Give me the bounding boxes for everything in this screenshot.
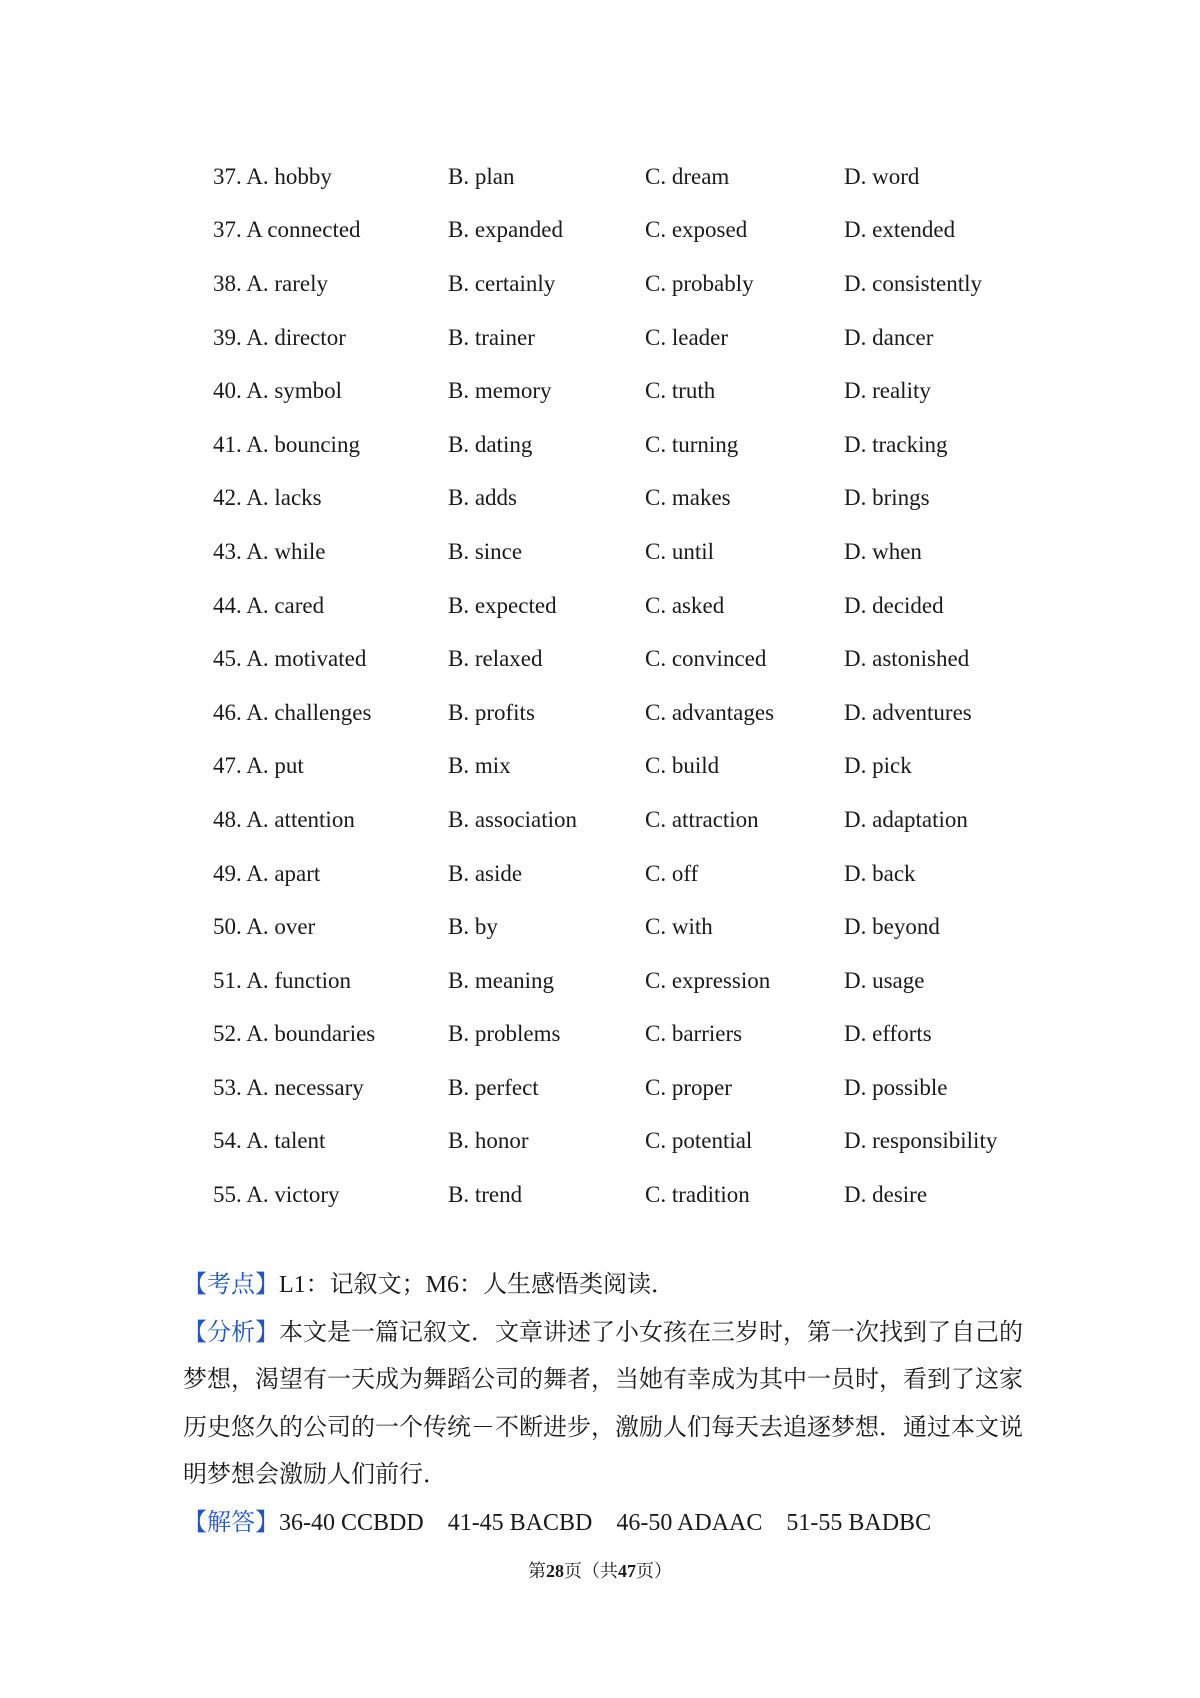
option-c: C. exposed [645,217,748,243]
option-a: 40. A. symbol [213,378,343,404]
option-a: 41. A. bouncing [213,431,360,457]
footer-page-number: 28 [546,1561,564,1581]
option-b: B. perfect [448,1074,539,1100]
question-row [213,364,1073,418]
question-row [213,686,1073,740]
option-d: D. dancer [844,324,934,350]
question-row [213,632,1073,686]
option-b: B. association [448,806,578,832]
fenxi-line-2: 梦想，渴望有一天成为舞蹈公司的舞者，当她有幸成为其中一员时，看到了这家 [183,1367,1023,1393]
option-b: B. dating [448,431,533,457]
footer-suffix: 页） [636,1561,672,1581]
option-a: 49. A. apart [213,860,321,886]
question-row [213,150,1073,204]
answer-group: 36-40 CCBDD [279,1509,424,1536]
option-a: 50. A. over [213,914,316,940]
option-b: B. relaxed [448,646,543,672]
option-a: 54. A. talent [213,1128,326,1154]
option-a: 47. A. put [213,753,304,779]
option-a: 44. A. cared [213,592,325,618]
option-c: C. advantages [645,699,775,725]
option-d: D. decided [844,592,944,618]
option-b: B. problems [448,1021,561,1047]
option-c: C. leader [645,324,729,350]
option-b: B. meaning [448,967,555,993]
option-a: 37. A connected [213,217,361,243]
footer-prefix: 第 [528,1561,546,1581]
option-a: 37. A. hobby [213,163,332,189]
option-a: 42. A. lacks [213,485,322,511]
option-b: B. trend [448,1182,523,1208]
option-b: B. expanded [448,217,563,243]
option-d: D. consistently [844,270,982,296]
option-c: C. asked [645,592,725,618]
option-d: D. reality [844,378,931,404]
answer-group: 51-55 BADBC [786,1509,932,1536]
fenxi-tag: 【分析】 [183,1319,279,1346]
option-d: D. extended [844,217,956,243]
option-d: D. desire [844,1182,928,1208]
option-c: C. barriers [645,1021,743,1047]
question-row [213,954,1073,1008]
question-row [213,311,1073,365]
option-b: B. memory [448,378,552,404]
option-d: D. efforts [844,1021,932,1047]
jieda-tag: 【解答】 [183,1509,279,1536]
question-row [213,1115,1073,1169]
option-c: C. expression [645,967,771,993]
option-b: B. expected [448,592,557,618]
option-c: C. until [645,538,715,564]
option-d: D. responsibility [844,1128,998,1154]
option-d: D. when [844,538,922,564]
option-c: C. with [645,914,713,940]
option-a: 46. A. challenges [213,699,372,725]
question-row [213,472,1073,526]
option-c: C. truth [645,378,716,404]
page-footer [0,1557,1200,1583]
option-d: D. pick [844,753,912,779]
option-d: D. adventures [844,699,972,725]
option-b: B. honor [448,1128,529,1154]
option-d: D. astonished [844,646,970,672]
option-d: D. back [844,860,916,886]
option-c: C. probably [645,270,754,296]
answer-group: 46-50 ADAAC [616,1509,763,1536]
option-a: 53. A. necessary [213,1074,364,1100]
question-row [213,847,1073,901]
option-d: D. beyond [844,914,940,940]
option-d: D. adaptation [844,806,968,832]
option-b: B. since [448,538,523,564]
option-b: B. plan [448,163,515,189]
question-row [213,418,1073,472]
option-a: 39. A. director [213,324,346,350]
fenxi-text: 本文是一篇记叙文．文章讲述了小女孩在三岁时，第一次找到了自己的 [279,1319,1023,1346]
fenxi-line-1 [183,1310,1033,1358]
option-c: C. turning [645,431,739,457]
kaodian-text: L1：记叙文；M6：人生感悟类阅读． [279,1272,675,1298]
option-c: C. convinced [645,646,767,672]
option-c: C. proper [645,1074,732,1100]
option-d: D. possible [844,1074,948,1100]
fenxi-line-4: 明梦想会激励人们前行． [183,1462,447,1488]
option-c: C. build [645,753,720,779]
kaodian-tag: 【考点】 [183,1272,279,1298]
question-row [213,579,1073,633]
option-d: D. word [844,163,920,189]
footer-middle: 页（共 [564,1561,618,1581]
question-row [213,257,1073,311]
jieda-line [183,1500,1033,1548]
option-b: B. profits [448,699,535,725]
option-d: D. tracking [844,431,948,457]
option-c: C. potential [645,1128,753,1154]
question-row [213,900,1073,954]
question-row [213,1168,1073,1222]
option-a: 52. A. boundaries [213,1021,376,1047]
analysis-section [183,1262,1033,1547]
option-c: C. dream [645,163,730,189]
option-a: 55. A. victory [213,1182,340,1208]
option-b: B. certainly [448,270,556,296]
question-row [213,204,1073,258]
question-row [213,1008,1073,1062]
option-a: 38. A. rarely [213,270,328,296]
question-row [213,740,1073,794]
option-a: 43. A. while [213,538,326,564]
option-table [213,150,1073,1222]
fenxi-line-3: 历史悠久的公司的一个传统－不断进步，激励人们每天去追逐梦想．通过本文说 [183,1414,1023,1441]
answer-group: 41-45 BACBD [447,1509,593,1536]
option-b: B. trainer [448,324,535,350]
option-b: B. aside [448,860,523,886]
question-row [213,1061,1073,1115]
option-c: C. makes [645,485,731,511]
kaodian-line [183,1262,1033,1310]
question-row [213,793,1073,847]
option-c: C. off [645,860,699,886]
option-b: B. by [448,914,498,940]
option-c: C. tradition [645,1182,750,1208]
option-d: D. brings [844,485,930,511]
option-a: 48. A. attention [213,806,355,832]
option-d: D. usage [844,967,925,993]
option-a: 45. A. motivated [213,646,367,672]
question-row [213,525,1073,579]
option-b: B. adds [448,485,517,511]
footer-total-pages: 47 [618,1561,636,1581]
option-c: C. attraction [645,806,759,832]
option-b: B. mix [448,753,511,779]
option-a: 51. A. function [213,967,351,993]
